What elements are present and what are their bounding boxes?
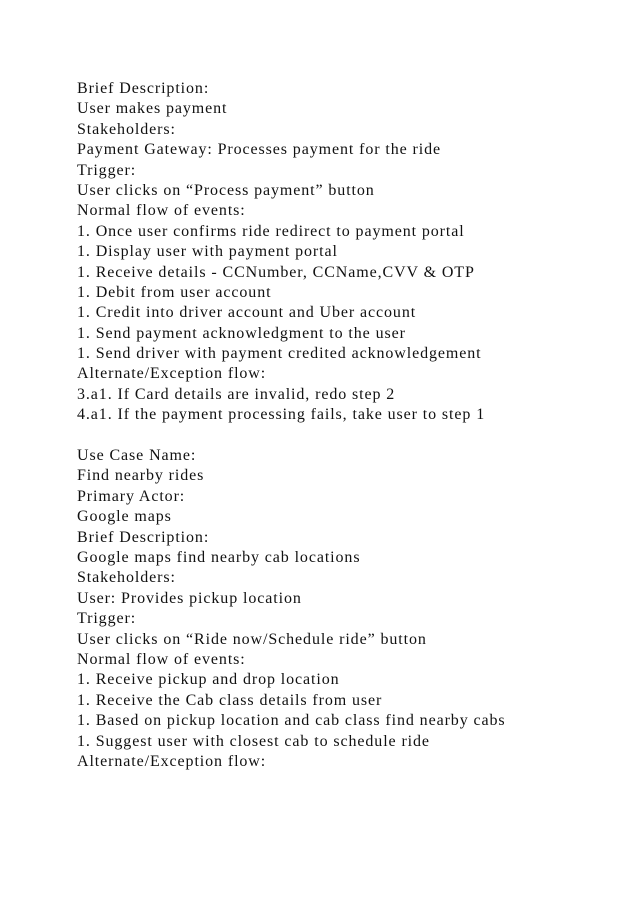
- flow-step: 1. Receive pickup and drop location: [77, 671, 340, 689]
- exception-step: 3.a1. If Card details are invalid, redo step 2: [77, 385, 396, 403]
- section-label-stakeholders: Stakeholders:: [77, 120, 176, 138]
- flow-step: 1. Based on pickup location and cab class find nearby cabs: [77, 712, 506, 730]
- section-label-alternate-flow: Alternate/Exception flow:: [77, 365, 267, 383]
- section-label-normal-flow: Normal flow of events:: [77, 650, 246, 668]
- flow-step: 1. Send driver with payment credited acknowledgement: [77, 345, 482, 363]
- flow-step: 1. Once user confirms ride redirect to payment portal: [77, 222, 465, 240]
- text-line: User clicks on “Ride now/Schedule ride” button: [77, 630, 427, 648]
- section-label-normal-flow: Normal flow of events:: [77, 202, 246, 220]
- text-line: User clicks on “Process payment” button: [77, 181, 375, 199]
- flow-step: 1. Credit into driver account and Uber account: [77, 304, 417, 322]
- flow-step: 1. Debit from user account: [77, 283, 272, 301]
- section-label-brief-description: Brief Description:: [77, 80, 210, 97]
- section-label-use-case-name: Use Case Name:: [77, 447, 197, 465]
- flow-step: 1. Receive the Cab class details from user: [77, 691, 383, 709]
- text-line: Google maps: [77, 508, 172, 526]
- section-label-stakeholders: Stakeholders:: [77, 569, 176, 587]
- flow-step: 1. Receive details - CCNumber, CCName,CVV & OTP: [77, 263, 475, 281]
- section-label-alternate-flow: Alternate/Exception flow:: [77, 752, 267, 770]
- document-body: [77, 79, 622, 772]
- section-label-trigger: Trigger:: [77, 161, 137, 179]
- text-line: User: Provides pickup location: [77, 589, 302, 607]
- blank-line: [77, 426, 622, 446]
- text-line: Payment Gateway: Processes payment for the ride: [77, 141, 441, 159]
- text-line: Google maps find nearby cab locations: [77, 548, 361, 566]
- section-label-brief-description: Brief Description:: [77, 528, 210, 546]
- section-label-primary-actor: Primary Actor:: [77, 487, 186, 505]
- section-label-trigger: Trigger:: [77, 610, 137, 628]
- flow-step: 1. Send payment acknowledgment to the user: [77, 324, 406, 342]
- text-line: User makes payment: [77, 100, 228, 118]
- flow-step: 1. Suggest user with closest cab to schedule ride: [77, 732, 430, 750]
- flow-step: 1. Display user with payment portal: [77, 243, 338, 261]
- exception-step: 4.a1. If the payment processing fails, take user to step 1: [77, 406, 486, 424]
- text-line: Find nearby rides: [77, 467, 205, 485]
